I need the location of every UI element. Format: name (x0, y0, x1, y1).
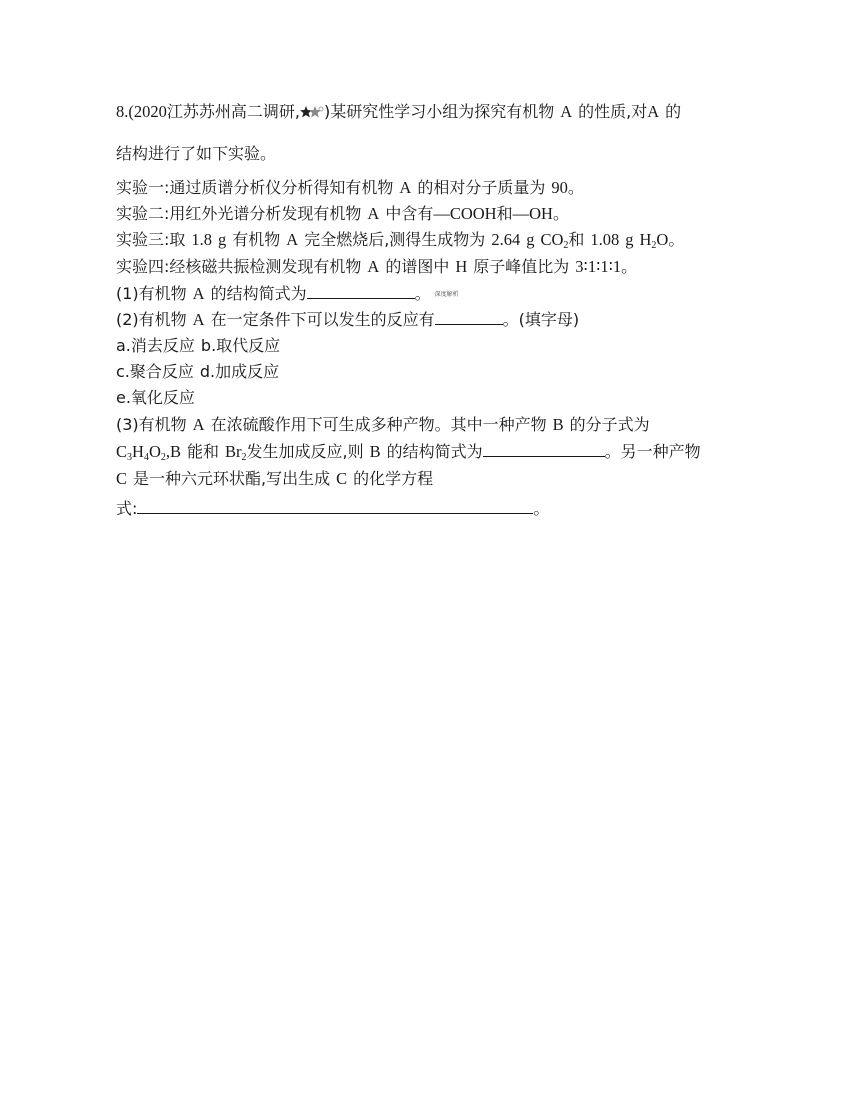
part-3-text-2: 在浓硫酸作用下可生成多种产物。其中一种产物 (210, 415, 547, 434)
formula-o: O (148, 442, 161, 461)
compound-a-label: A (192, 415, 205, 434)
intro-text: )某研究性学习小组为探究有机物 (323, 102, 555, 121)
compound-c-label: C (336, 469, 348, 488)
co2-formula: CO (540, 230, 564, 249)
period: 。 (668, 230, 685, 249)
answer-blank-2[interactable] (435, 310, 503, 325)
compound-a-label: A (192, 284, 205, 303)
experiment-2-text: 实验二:用红外光谱分析发现有机物 (116, 204, 362, 223)
option-a: a.消去反应 (116, 336, 195, 355)
deep-analysis-link[interactable]: 深度解析 (434, 290, 459, 298)
compound-a-label: A (286, 230, 299, 249)
experiment-2 (116, 202, 569, 226)
experiment-3-text-3: 完全燃烧后,测得生成物为 (304, 230, 486, 249)
option-c: c.聚合反应 (116, 362, 194, 381)
compound-b-label: B (369, 442, 381, 461)
part-2-hint: 。(填字母) (502, 310, 580, 329)
question-intro-line (116, 100, 681, 124)
experiment-3-text-2: 有机物 (232, 230, 281, 249)
question-intro-line-2 (116, 142, 276, 166)
hydroxyl-group: —OH (512, 204, 553, 223)
unit-gram: g (625, 230, 634, 249)
peak-ratio: 3∶1∶1∶1 (575, 257, 622, 276)
carboxyl-group: —COOH (433, 204, 497, 223)
experiment-1-text: 实验一:通过质谱分析仪分析得知有机物 (116, 178, 394, 197)
h2o-mass: 1.08 (590, 230, 620, 249)
period: 。 (414, 284, 431, 303)
part-3 (116, 413, 650, 437)
intro-text-2: 的性质,对 (578, 102, 648, 121)
subscript: 3 (127, 452, 133, 463)
part-3-text-3: 的分子式为 (569, 415, 650, 434)
compound-a-label: A (367, 257, 380, 276)
question-source: 江苏苏州高二调研, (166, 102, 300, 121)
part-3-text-7: 。另一种产物 (604, 442, 701, 461)
experiment-4-text-2: 的谱图中 (385, 257, 450, 276)
subscript: 4 (143, 452, 149, 463)
part-3-text-8: 是一种六元环状酯,写出生成 (133, 469, 331, 488)
compound-c-label: C (116, 469, 128, 488)
part-3-line-2 (116, 440, 701, 464)
answer-blank-4[interactable] (137, 499, 533, 514)
subscript: 2 (241, 452, 247, 463)
subscript: 2 (563, 240, 569, 251)
question-number: 8.(2020 (116, 102, 167, 121)
period: 。 (533, 499, 550, 518)
part-2-text-2: 在一定条件下可以发生的反应有 (210, 310, 435, 329)
answer-blank-3[interactable] (483, 442, 605, 457)
experiment-3-text: 实验三:取 (116, 230, 186, 249)
part-3-text: (3)有机物 (116, 415, 187, 434)
sample-mass: 1.8 (191, 230, 213, 249)
hydrogen-label: H (455, 257, 468, 276)
experiment-4 (116, 255, 637, 279)
part-1-text-2: 的结构简式为 (210, 284, 307, 303)
unit-gram: g (218, 230, 227, 249)
unit-gram: g (526, 230, 535, 249)
equation-label: 式: (116, 499, 138, 518)
compound-b-label: B (552, 415, 564, 434)
compound-a-label: A (192, 310, 205, 329)
subscript: 2 (651, 240, 657, 251)
conjunction: 和 (496, 204, 513, 223)
part-1-text: (1)有机物 (116, 284, 187, 303)
molecular-mass-value: 90 (551, 178, 568, 197)
experiment-3 (116, 228, 684, 252)
subscript: 2 (160, 452, 166, 463)
part-3-text-4: 能和 (187, 442, 220, 461)
compound-b-label: B (169, 442, 181, 461)
options-row-2 (116, 360, 279, 384)
option-b: b.取代反应 (200, 336, 281, 355)
answer-blank-1[interactable] (307, 284, 415, 299)
part-3-text-6: 的结构简式为 (386, 442, 483, 461)
formula-h: H (132, 442, 144, 461)
option-e: e.氧化反应 (116, 388, 195, 407)
experiment-1 (116, 176, 584, 200)
compound-a-label: A (647, 102, 660, 121)
options-row-1 (116, 334, 280, 358)
experiment-2-text-2: 中含有 (385, 204, 434, 223)
intro-text-3: 的 (665, 102, 682, 121)
intro-continuation: 结构进行了如下实验。 (116, 144, 277, 163)
option-d: d.加成反应 (199, 362, 280, 381)
experiment-1-text-2: 的相对分子质量为 (417, 178, 546, 197)
compound-a-label: A (367, 204, 380, 223)
part-3-line-4 (116, 497, 549, 521)
co2-mass: 2.64 (491, 230, 521, 249)
bromine-formula: Br (225, 442, 242, 461)
part-3-text-9: 的化学方程 (353, 469, 434, 488)
compound-a-label: A (560, 102, 573, 121)
part-3-text-5: 发生加成反应,则 (246, 442, 364, 461)
compound-a-label: A (399, 178, 412, 197)
difficulty-stars-icon (300, 102, 324, 116)
comma: , (165, 442, 170, 461)
part-3-line-3 (116, 467, 433, 491)
period: 。 (621, 257, 638, 276)
part-1 (116, 282, 459, 307)
h2o-formula: H (639, 230, 652, 249)
period: 。 (552, 204, 569, 223)
conjunction: 和 (568, 230, 585, 249)
experiment-4-text: 实验四:经核磁共振检测发现有机物 (116, 257, 362, 276)
part-2 (116, 308, 579, 332)
options-row-3 (116, 386, 195, 410)
part-2-text: (2)有机物 (116, 310, 187, 329)
period: 。 (567, 178, 584, 197)
experiment-4-text-3: 原子峰值比为 (473, 257, 570, 276)
h2o-formula-o: O (656, 230, 669, 249)
formula-c: C (116, 442, 128, 461)
